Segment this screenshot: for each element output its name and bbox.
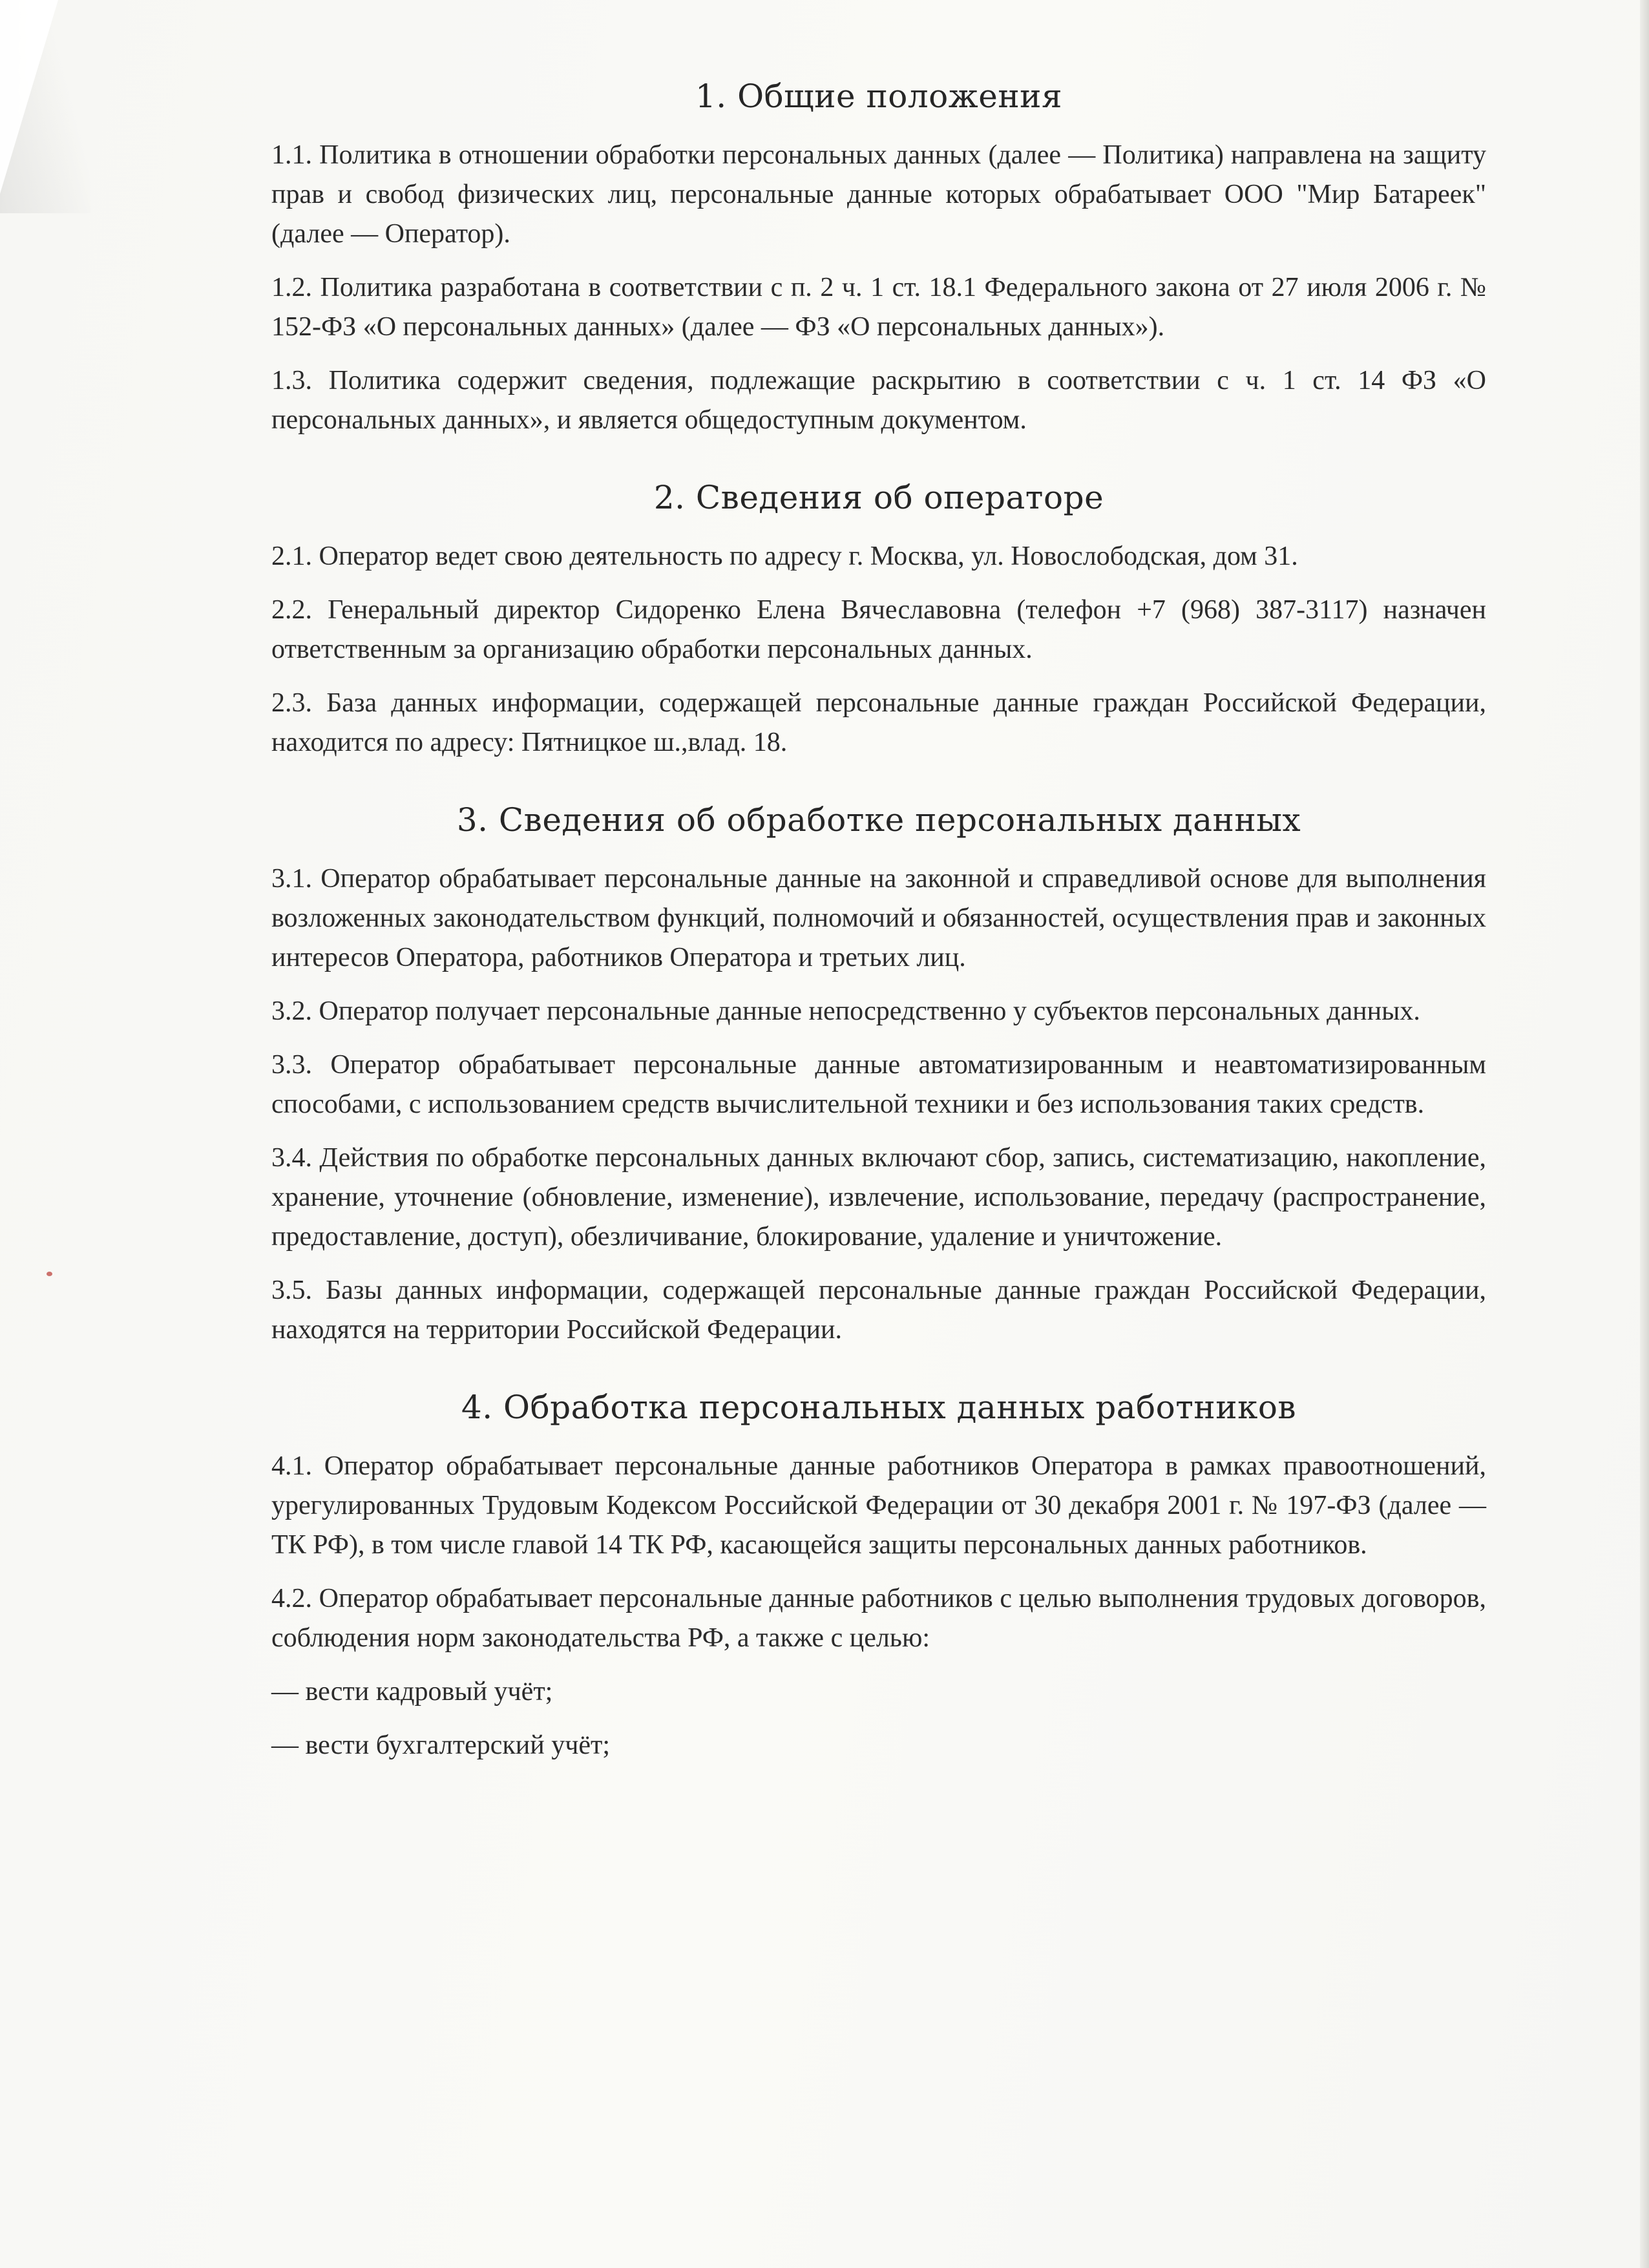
section-title: 2. Сведения об операторе	[653, 479, 1104, 516]
section-processing-info	[271, 801, 1486, 1350]
paragraph: 4.1. Оператор обрабатывает персональные данные работников Оператора в рамках правоотношений, урегулированных Трудовым Кодексом Российской Федерации от 30 декабря 2001 г. № 197-ФЗ (далее — ТК РФ), в том числе главой 14 ТК РФ, касающейся защиты персональных данных работников.	[271, 1451, 1486, 1560]
section-title: 4. Обработка персональных данных работников	[461, 1389, 1297, 1426]
section-employee-data	[271, 1389, 1486, 1765]
document-body	[271, 78, 1486, 1804]
list-item: — вести бухгалтерский учёт;	[271, 1730, 610, 1760]
page-right-edge	[1640, 0, 1649, 2268]
paragraph: 2.2. Генеральный директор Сидоренко Елена Вячеславовна (телефон +7 (968) 387-3117) назначен ответственным за организацию обработки персональных данных.	[271, 595, 1486, 664]
list-item: — вести кадровый учёт;	[271, 1677, 553, 1706]
paragraph: 1.2. Политика разработана в соответствии с п. 2 ч. 1 ст. 18.1 Федерального закона от 27 июля 2006 г. № 152-ФЗ «О персональных данных» (далее — ФЗ «О персональных данных»).	[271, 273, 1486, 342]
folded-corner	[0, 0, 58, 194]
paragraph: 3.1. Оператор обрабатывает персональные данные на законной и справедливой основе для выполнения возложенных законодательством функций, полномочий и обязанностей, осуществления прав и законных интересов Оператора, работников Оператора и третьих лиц.	[271, 864, 1486, 972]
paragraph: 3.4. Действия по обработке персональных данных включают сбор, запись, систематизацию, накопление, хранение, уточнение (обновление, изменение), извлечение, использование, передачу (распространение, предоставление, доступ), обезличивание, блокирование, удаление и уничтожение.	[271, 1143, 1486, 1252]
paragraph: 2.1. Оператор ведет свою деятельность по адресу г. Москва, ул. Новослободская, дом 31.	[271, 541, 1298, 571]
paragraph: 1.3. Политика содержит сведения, подлежащие раскрытию в соответствии с ч. 1 ст. 14 ФЗ «О персональных данных», и является общедоступным документом.	[271, 366, 1486, 435]
paragraph: 3.3. Оператор обрабатывает персональные данные автоматизированным и неавтоматизированным способами, с использованием средств вычислительной техники и без использования таких средств.	[271, 1050, 1486, 1119]
paragraph: 1.1. Политика в отношении обработки персональных данных (далее — Политика) направлена на защиту прав и свобод физических лиц, персональные данные которых обрабатывает ООО "Мир Батареек" (далее — Оператор).	[271, 140, 1486, 249]
section-operator-info	[271, 479, 1486, 762]
paragraph: 3.5. Базы данных информации, содержащей персональные данные граждан Российской Федерации, находятся на территории Российской Федерации.	[271, 1276, 1486, 1345]
section-title: 1. Общие положения	[695, 78, 1063, 115]
paragraph: 3.2. Оператор получает персональные данные непосредственно у субъектов персональных данных.	[271, 996, 1420, 1026]
paragraph: 2.3. База данных информации, содержащей персональные данные граждан Российской Федерации, находится по адресу: Пятницкое ш.,влад. 18.	[271, 688, 1486, 757]
section-title: 3. Сведения об обработке персональных данных	[456, 801, 1301, 839]
section-general	[271, 78, 1486, 440]
paragraph: 4.2. Оператор обрабатывает персональные данные работников с целью выполнения трудовых договоров, соблюдения норм законодательства РФ, а также с целью:	[271, 1584, 1486, 1653]
scan-speck	[47, 1272, 52, 1276]
